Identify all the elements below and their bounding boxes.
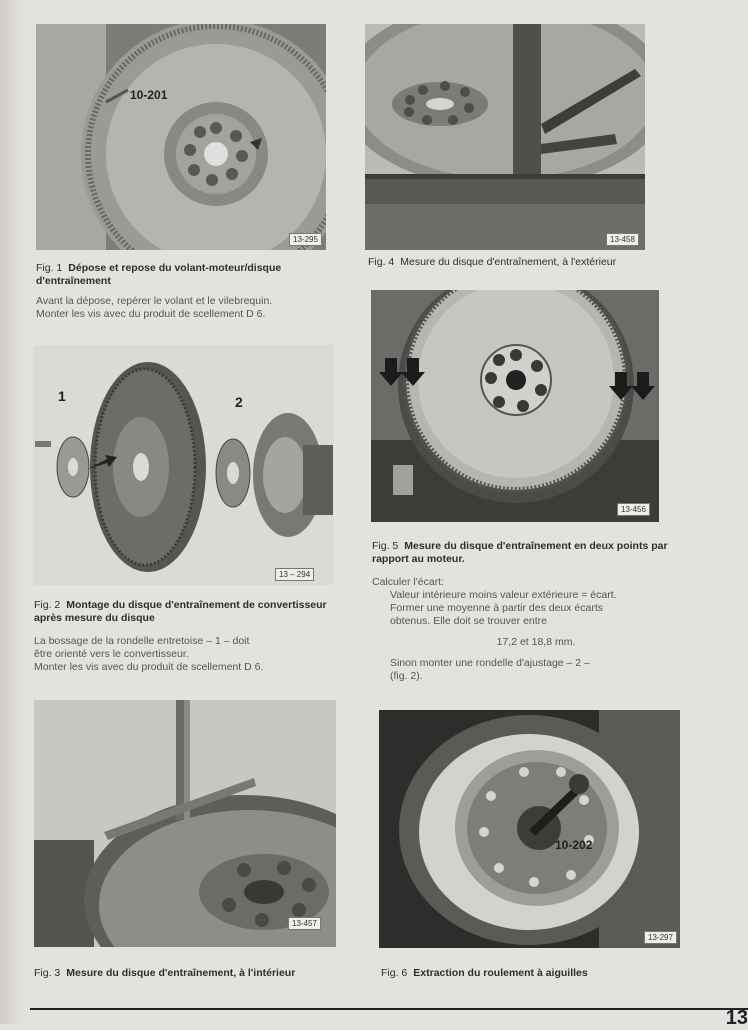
fig4-photo [365, 24, 645, 250]
fig4-num: Fig. 4 [368, 256, 395, 268]
fig5-code: 13-456 [617, 503, 650, 516]
fig6-num: Fig. 6 [381, 967, 408, 979]
fig1-title: Dépose et repose du volant-moteur/disque d'entraînement [36, 262, 282, 287]
fig1-code: 13-295 [289, 233, 322, 246]
fig5-text-line: Valeur intérieure moins valeur extérieure = écart. [390, 589, 617, 601]
fig5-text-line: Former une moyenne à partir des deux écarts [390, 602, 604, 614]
fig2-text-line: être orienté vers le convertisseur. [34, 648, 189, 660]
fig6-caption [381, 967, 681, 980]
page-edge [0, 0, 22, 1024]
fig1-caption [36, 262, 326, 288]
fig2-photo [33, 345, 333, 585]
fig2-text-line: Monter les vis avec du produit de scellement D 6. [34, 661, 264, 673]
footer-rule [30, 1008, 748, 1010]
fig5-photo [371, 290, 659, 522]
page-number: 13 [725, 1007, 748, 1029]
fig2-text-line: La bossage de la rondelle entretoise – 1 – doit [34, 635, 250, 647]
fig1-num: Fig. 1 [36, 262, 63, 274]
fig6-title: Extraction du roulement à aiguilles [413, 967, 588, 979]
fig2-num: Fig. 2 [34, 599, 61, 611]
fig6-photo [379, 710, 680, 948]
fig3-num: Fig. 3 [34, 967, 61, 979]
fig5-text-after: Sinon monter une rondelle d'ajustage – 2 – [390, 657, 590, 669]
fig3-code: 13-457 [288, 917, 321, 930]
fig2-title: Montage du disque d'entraînement de convertisseur après mesure du disque [34, 599, 327, 624]
fig1-text [36, 295, 336, 321]
fig2-text [34, 635, 334, 674]
fig3-photo [34, 700, 336, 947]
fig1-photo [36, 24, 326, 250]
fig1-callout-10-201: 10-201 [130, 88, 168, 102]
fig5-text [372, 576, 682, 683]
fig5-text-after: (fig. 2). [390, 670, 423, 682]
fig4-title: Mesure du disque d'entraînement, à l'extérieur [400, 256, 617, 268]
fig5-text-intro: Calculer l'écart: [372, 576, 445, 588]
fig5-title: Mesure du disque d'entraînement en deux points par rapport au moteur. [372, 540, 668, 565]
fig2-callout-2: 2 [235, 394, 243, 410]
fig5-caption [372, 540, 672, 566]
fig1-text-line: Monter les vis avec du produit de scellement D 6. [36, 308, 266, 320]
fig2-code: 13 – 294 [275, 568, 314, 581]
fig5-num: Fig. 5 [372, 540, 399, 552]
fig5-text-line: obtenus. Elle doit se trouver entre [390, 615, 548, 627]
fig4-caption [368, 256, 638, 269]
fig4-code: 13-458 [606, 233, 639, 246]
fig3-caption [34, 967, 334, 980]
fig6-code: 13-297 [644, 931, 677, 944]
fig2-caption [34, 599, 334, 625]
fig6-callout-10-202: 10-202 [555, 838, 593, 852]
fig5-range: 17,2 et 18,8 mm. [496, 636, 576, 648]
fig2-callout-1: 1 [58, 388, 66, 404]
fig3-title: Mesure du disque d'entraînement, à l'intérieur [66, 967, 296, 979]
fig1-text-line: Avant la dépose, repérer le volant et le vilebrequin. [36, 295, 273, 307]
